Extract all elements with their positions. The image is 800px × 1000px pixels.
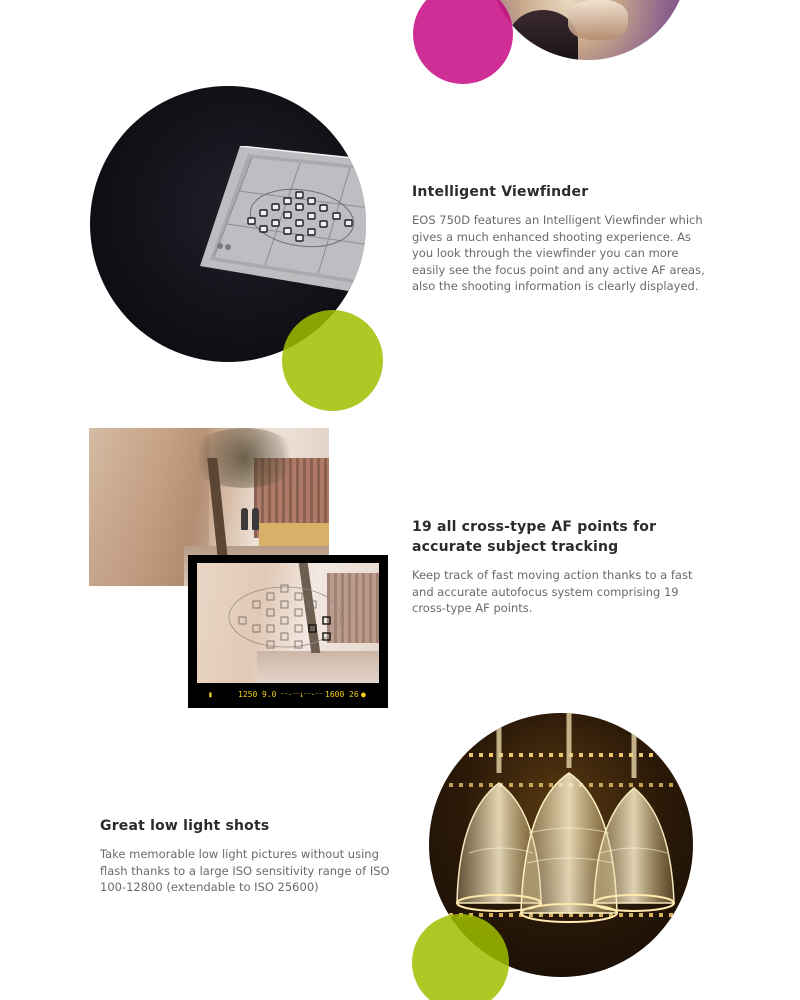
focus-confirm-icon: ● bbox=[361, 690, 366, 699]
top-photo-shape-light bbox=[568, 0, 628, 40]
af-points-text-block bbox=[412, 517, 712, 617]
shutter-speed-value: 1250 bbox=[238, 690, 258, 699]
green-accent-dot bbox=[412, 914, 509, 1000]
pedestrian bbox=[252, 508, 259, 530]
low-light-text-block bbox=[100, 816, 390, 896]
viewfinder-title: Intelligent Viewfinder bbox=[412, 184, 589, 200]
af-points-title: 19 all cross-type AF points for accurate subject tracking bbox=[412, 519, 657, 555]
viewfinder-scene bbox=[197, 563, 379, 683]
iso-value: 1600 bbox=[325, 690, 345, 699]
viewfinder-readout bbox=[188, 686, 388, 704]
viewfinder-description: EOS 750D features an Intelligent Viewfinder which gives a much enhanced shooting experience. As you look through the viewfinder you can more easily see the focus point and any active AF areas, also the shooting information is clearly displayed. bbox=[412, 213, 705, 294]
low-light-title: Great low light shots bbox=[100, 818, 270, 834]
battery-icon: ▮ bbox=[208, 690, 213, 699]
tree-canopy bbox=[189, 428, 299, 488]
aperture-value: 9.0 bbox=[262, 690, 277, 699]
shots-remaining-value: 26 bbox=[349, 690, 359, 699]
focusing-screen-graphic bbox=[200, 146, 366, 296]
exposure-scale-icon: ⁻⁻·⁻⁻↓⁻⁻·⁻⁻ bbox=[280, 690, 322, 699]
green-accent-dot bbox=[282, 310, 383, 411]
af-points-description: Keep track of fast moving action thanks to a fast and accurate autofocus system comprising 19 cross-type AF points. bbox=[412, 568, 693, 616]
pedestrian bbox=[241, 508, 248, 530]
low-light-description: Take memorable low light pictures without using flash thanks to a large ISO sensitivity range of ISO 100-12800 (extendable to ISO 25600) bbox=[100, 847, 390, 895]
magenta-accent-dot bbox=[413, 0, 513, 84]
top-photo-circle bbox=[488, 0, 688, 60]
viewfinder-display-image bbox=[188, 555, 388, 708]
viewfinder-text-block bbox=[412, 182, 712, 295]
af-point-overlay bbox=[197, 563, 379, 683]
